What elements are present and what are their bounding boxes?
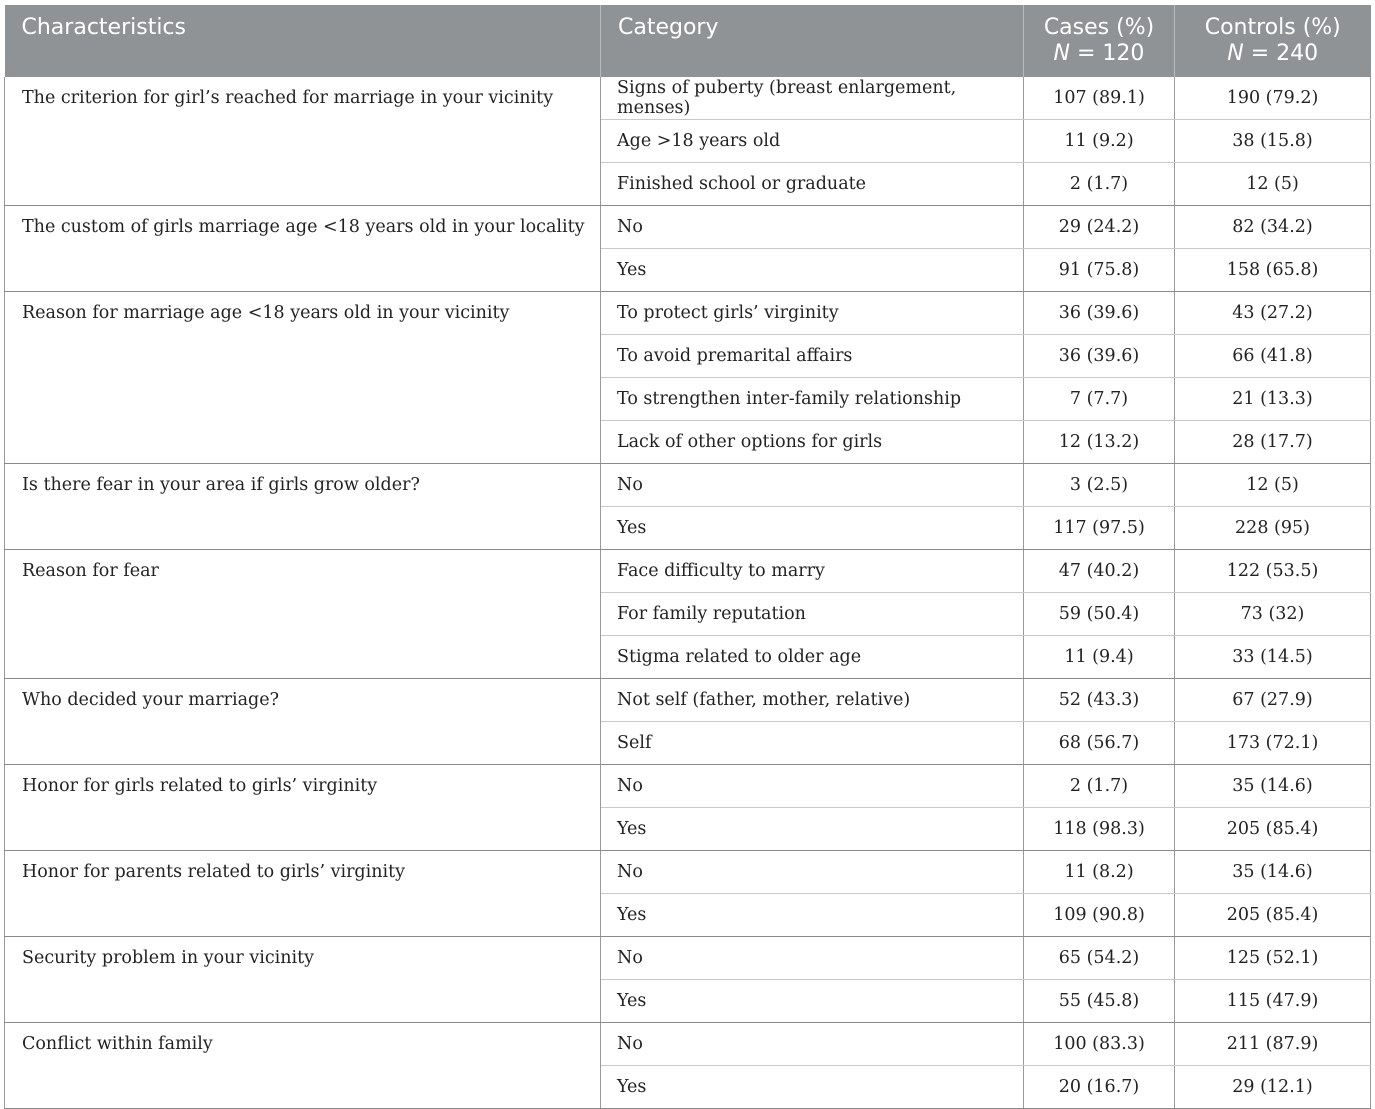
controls-cell: 73 (32) xyxy=(1175,593,1371,636)
header-cases-n-value: = 120 xyxy=(1070,41,1145,66)
header-controls-n-value: = 240 xyxy=(1243,41,1319,66)
controls-cell: 21 (13.3) xyxy=(1175,378,1371,421)
characteristic-cell: The custom of girls marriage age <18 years old in your locality xyxy=(5,206,601,292)
table-row xyxy=(5,851,1371,894)
controls-cell: 35 (14.6) xyxy=(1175,765,1371,808)
controls-cell: 12 (5) xyxy=(1175,163,1371,206)
characteristic-cell: Reason for marriage age <18 years old in your vicinity xyxy=(5,292,601,464)
cases-cell: 11 (9.2) xyxy=(1024,120,1175,163)
cases-cell: 11 (9.4) xyxy=(1024,636,1175,679)
controls-cell: 29 (12.1) xyxy=(1175,1066,1371,1109)
table-row xyxy=(5,206,1371,249)
table-row xyxy=(5,1023,1371,1066)
category-cell: Yes xyxy=(601,980,1024,1023)
category-cell: Face difficulty to marry xyxy=(601,550,1024,593)
controls-cell: 228 (95) xyxy=(1175,507,1371,550)
category-cell: Finished school or graduate xyxy=(601,163,1024,206)
controls-cell: 190 (79.2) xyxy=(1175,77,1371,120)
cases-cell: 109 (90.8) xyxy=(1024,894,1175,937)
category-cell: Self xyxy=(601,722,1024,765)
characteristic-cell: Reason for fear xyxy=(5,550,601,679)
category-cell: No xyxy=(601,464,1024,507)
controls-cell: 67 (27.9) xyxy=(1175,679,1371,722)
table-row xyxy=(5,937,1371,980)
data-table-wrapper xyxy=(4,5,1370,1109)
controls-cell: 122 (53.5) xyxy=(1175,550,1371,593)
cases-cell: 36 (39.6) xyxy=(1024,335,1175,378)
characteristic-cell: Who decided your marriage? xyxy=(5,679,601,765)
controls-cell: 12 (5) xyxy=(1175,464,1371,507)
cases-cell: 91 (75.8) xyxy=(1024,249,1175,292)
cases-cell: 11 (8.2) xyxy=(1024,851,1175,894)
header-characteristics: Characteristics xyxy=(5,5,601,77)
cases-cell: 12 (13.2) xyxy=(1024,421,1175,464)
cases-cell: 7 (7.7) xyxy=(1024,378,1175,421)
characteristic-cell: Security problem in your vicinity xyxy=(5,937,601,1023)
controls-cell: 33 (14.5) xyxy=(1175,636,1371,679)
category-cell: Stigma related to older age xyxy=(601,636,1024,679)
controls-cell: 66 (41.8) xyxy=(1175,335,1371,378)
category-cell: Signs of puberty (breast enlargement, menses) xyxy=(601,77,1024,120)
characteristic-cell: Conflict within family xyxy=(5,1023,601,1109)
cases-cell: 47 (40.2) xyxy=(1024,550,1175,593)
characteristic-cell: Honor for parents related to girls’ virginity xyxy=(5,851,601,937)
category-cell: Yes xyxy=(601,507,1024,550)
cases-cell: 68 (56.7) xyxy=(1024,722,1175,765)
header-controls-label: Controls (%) xyxy=(1204,15,1341,40)
cases-cell: 3 (2.5) xyxy=(1024,464,1175,507)
controls-cell: 82 (34.2) xyxy=(1175,206,1371,249)
table-row xyxy=(5,292,1371,335)
cases-cell: 2 (1.7) xyxy=(1024,163,1175,206)
controls-cell: 28 (17.7) xyxy=(1175,421,1371,464)
data-table xyxy=(4,5,1371,1109)
cases-cell: 59 (50.4) xyxy=(1024,593,1175,636)
cases-cell: 2 (1.7) xyxy=(1024,765,1175,808)
header-cases-label: Cases (%) xyxy=(1043,15,1155,40)
controls-cell: 173 (72.1) xyxy=(1175,722,1371,765)
category-cell: For family reputation xyxy=(601,593,1024,636)
table-row xyxy=(5,765,1371,808)
category-cell: Not self (father, mother, relative) xyxy=(601,679,1024,722)
header-controls xyxy=(1175,5,1371,77)
controls-cell: 38 (15.8) xyxy=(1175,120,1371,163)
cases-cell: 107 (89.1) xyxy=(1024,77,1175,120)
table-header xyxy=(5,5,1371,77)
category-cell: Age >18 years old xyxy=(601,120,1024,163)
table-row xyxy=(5,679,1371,722)
table-row xyxy=(5,464,1371,507)
category-cell: No xyxy=(601,937,1024,980)
controls-cell: 205 (85.4) xyxy=(1175,808,1371,851)
cases-cell: 20 (16.7) xyxy=(1024,1066,1175,1109)
controls-cell: 158 (65.8) xyxy=(1175,249,1371,292)
controls-cell: 125 (52.1) xyxy=(1175,937,1371,980)
header-controls-n-symbol: N xyxy=(1227,41,1244,66)
table-body xyxy=(5,77,1371,1109)
cases-cell: 100 (83.3) xyxy=(1024,1023,1175,1066)
header-category: Category xyxy=(601,5,1024,77)
category-cell: To avoid premarital affairs xyxy=(601,335,1024,378)
cases-cell: 55 (45.8) xyxy=(1024,980,1175,1023)
controls-cell: 211 (87.9) xyxy=(1175,1023,1371,1066)
category-cell: Yes xyxy=(601,808,1024,851)
category-cell: To strengthen inter-family relationship xyxy=(601,378,1024,421)
category-cell: No xyxy=(601,206,1024,249)
category-cell: No xyxy=(601,851,1024,894)
cases-cell: 65 (54.2) xyxy=(1024,937,1175,980)
cases-cell: 118 (98.3) xyxy=(1024,808,1175,851)
category-cell: Lack of other options for girls xyxy=(601,421,1024,464)
category-cell: Yes xyxy=(601,249,1024,292)
category-cell: No xyxy=(601,1023,1024,1066)
characteristic-cell: The criterion for girl’s reached for marriage in your vicinity xyxy=(5,77,601,206)
cases-cell: 117 (97.5) xyxy=(1024,507,1175,550)
header-cases-n-symbol: N xyxy=(1053,41,1071,66)
controls-cell: 205 (85.4) xyxy=(1175,894,1371,937)
header-row xyxy=(5,5,1371,77)
controls-cell: 43 (27.2) xyxy=(1175,292,1371,335)
category-cell: To protect girls’ virginity xyxy=(601,292,1024,335)
characteristic-cell: Honor for girls related to girls’ virginity xyxy=(5,765,601,851)
category-cell: No xyxy=(601,765,1024,808)
cases-cell: 52 (43.3) xyxy=(1024,679,1175,722)
table-row xyxy=(5,550,1371,593)
controls-cell: 35 (14.6) xyxy=(1175,851,1371,894)
cases-cell: 36 (39.6) xyxy=(1024,292,1175,335)
characteristic-cell: Is there fear in your area if girls grow older? xyxy=(5,464,601,550)
table-row xyxy=(5,77,1371,120)
category-cell: Yes xyxy=(601,894,1024,937)
category-cell: Yes xyxy=(601,1066,1024,1109)
header-cases xyxy=(1024,5,1175,77)
cases-cell: 29 (24.2) xyxy=(1024,206,1175,249)
controls-cell: 115 (47.9) xyxy=(1175,980,1371,1023)
